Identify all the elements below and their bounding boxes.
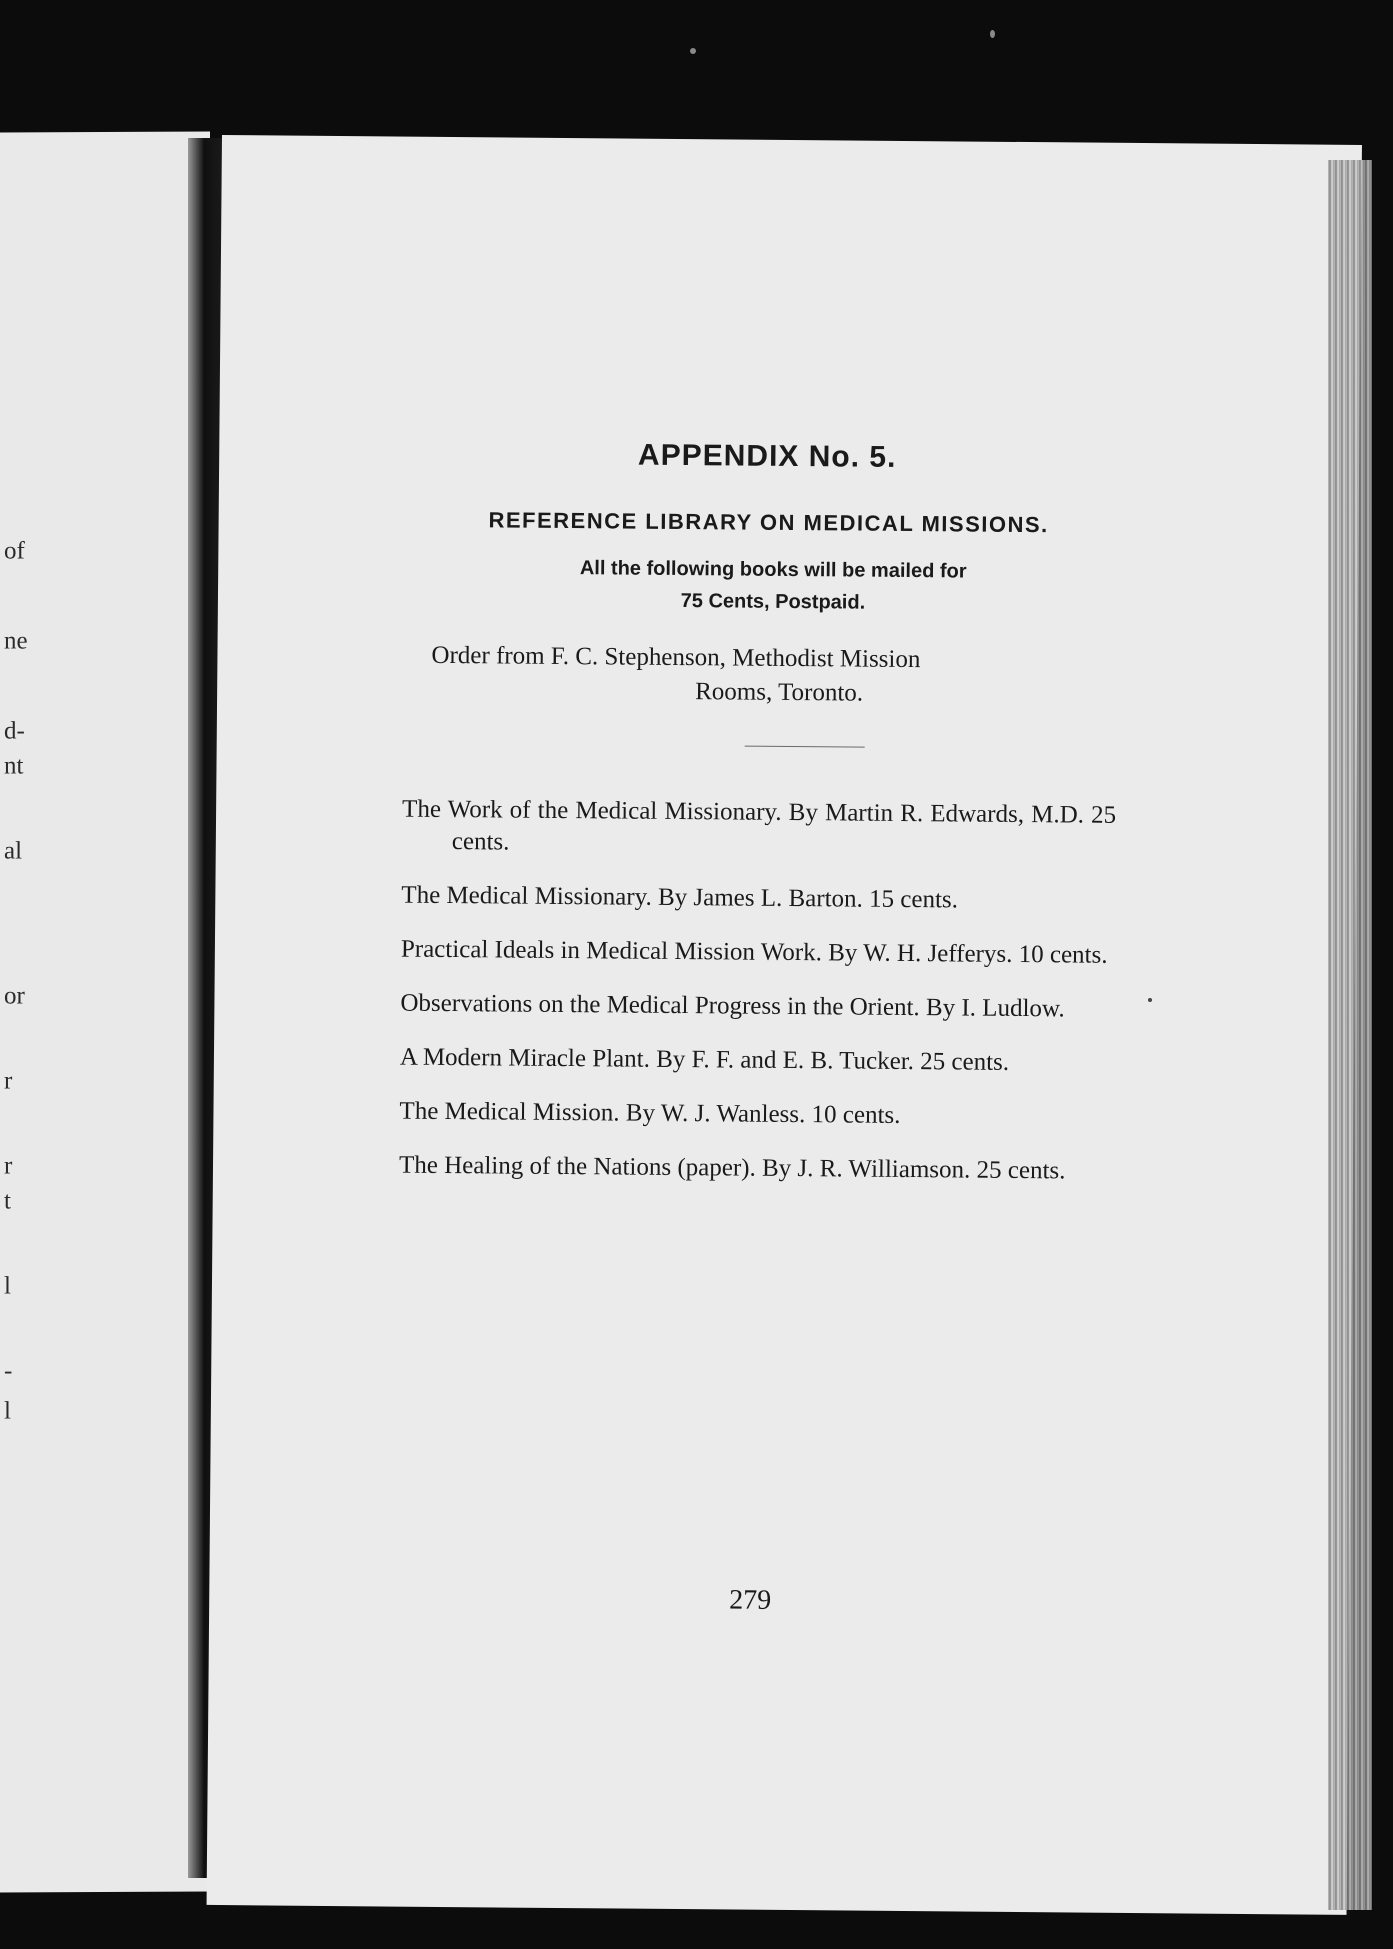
margin-fragment: nt [4,752,24,780]
book-entry: The Work of the Medical Missionary. By Martin R. Edwards, M.D. 25 cents. [402,795,1117,856]
order-note [397,639,1118,713]
order-note-line2: Rooms, Toronto. [695,678,864,707]
margin-fragment: l [4,1272,11,1300]
margin-fragment: of [4,537,25,565]
right-page [207,135,1362,1915]
margin-fragment: r [4,1067,13,1095]
order-note-line1: Order from F. C. Stephenson, Methodist Mission [431,641,921,674]
left-page-margin-text [0,132,60,1892]
margin-fragment: r [4,1152,13,1180]
mail-note-line1: All the following books will be mailed for [579,557,967,583]
divider-rule [745,746,865,748]
page-edge [1328,160,1372,1910]
book-entry: Observations on the Medical Progress in the Orient. By I. Ludlow. [400,989,1065,1023]
appendix-title: APPENDIX No. 5. [637,438,897,474]
margin-fragment: or [4,982,25,1010]
margin-fragment: - [4,1357,13,1385]
dust-speck [990,30,995,38]
margin-fragment: al [4,837,23,865]
page-number: 279 [729,1584,772,1616]
library-title: REFERENCE LIBRARY ON MEDICAL MISSIONS. [488,507,1049,538]
dust-speck [690,48,696,54]
page-content [393,437,1120,1210]
margin-fragment: ne [4,627,28,655]
mail-note-line2: 75 Cents, Postpaid. [680,590,866,614]
margin-fragment: d- [4,717,25,745]
book-entry: Practical Ideals in Medical Mission Work. By W. H. Jefferys. 10 cents. [400,935,1108,969]
book-entry: The Medical Missionary. By James L. Barton. 15 cents. [401,881,959,914]
margin-fragment: l [4,1397,11,1425]
book-entry: The Medical Mission. By W. J. Wanless. 10 cents. [399,1097,901,1129]
margin-fragment: t [4,1187,11,1215]
dust-speck [1148,998,1152,1002]
mail-note [398,551,1119,621]
book-entry: A Modern Miracle Plant. By F. F. and E. B. Tucker. 25 cents. [399,1043,1010,1076]
book-entry: The Healing of the Nations (paper). By J. R. Williamson. 25 cents. [398,1151,1066,1185]
left-page [0,131,210,1892]
book-list [393,794,1116,1188]
